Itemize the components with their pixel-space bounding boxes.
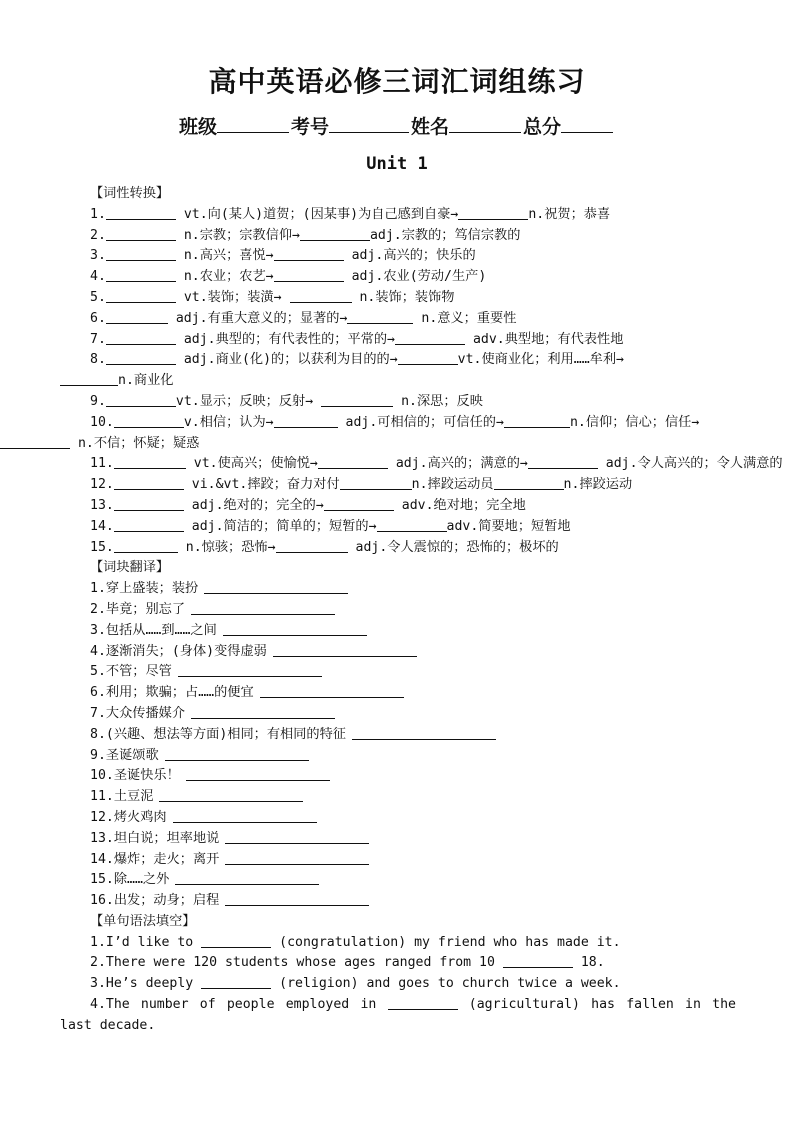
name-label: 姓名 bbox=[411, 116, 450, 138]
answer-blank[interactable] bbox=[114, 538, 178, 553]
answer-blank[interactable] bbox=[204, 579, 348, 594]
answer-blank[interactable] bbox=[114, 496, 184, 511]
phrase-item: 5.不管；尽管 bbox=[60, 662, 736, 683]
phrase-item: 6.利用；欺骗；占……的便宜 bbox=[60, 683, 736, 704]
answer-blank[interactable] bbox=[260, 683, 404, 698]
conversion-item: 15. n.惊骇；恐怖→ adj.令人震惊的；恐怖的；极坏的 bbox=[90, 539, 559, 555]
grammar-item: 2.There were 120 students whose ages ranged from 10 18. bbox=[90, 955, 605, 971]
answer-blank[interactable] bbox=[106, 246, 176, 261]
unit-heading: Unit 1 bbox=[366, 154, 428, 174]
answer-blank[interactable] bbox=[114, 413, 184, 428]
answer-blank[interactable] bbox=[225, 829, 369, 844]
answer-blank[interactable] bbox=[159, 787, 303, 802]
section-heading-grammar: 【单句语法填空】 bbox=[90, 913, 196, 929]
answer-blank[interactable] bbox=[276, 538, 348, 553]
answer-blank[interactable] bbox=[504, 413, 570, 428]
answer-blank[interactable] bbox=[223, 621, 367, 636]
answer-blank[interactable] bbox=[528, 454, 598, 469]
phrase-item: 2.毕竟；别忘了 bbox=[60, 600, 736, 621]
class-field[interactable] bbox=[217, 112, 289, 133]
phrase-item: 16.出发；动身；启程 bbox=[60, 891, 736, 912]
answer-blank[interactable] bbox=[201, 933, 271, 948]
grammar-item: 4.The number of people employed in (agricultural) has fallen in the last decade. bbox=[60, 997, 736, 1033]
answer-blank[interactable] bbox=[106, 350, 176, 365]
grammar-item: 3.He’s deeply (religion) and goes to church twice a week. bbox=[90, 976, 621, 992]
answer-blank[interactable] bbox=[114, 517, 184, 532]
answer-blank[interactable] bbox=[347, 309, 413, 324]
name-field[interactable] bbox=[449, 112, 521, 133]
conversion-item: 4. n.农业；农艺→ adj.农业(劳动/生产) bbox=[90, 269, 487, 285]
page-title: 高中英语必修三词汇词组练习 bbox=[208, 65, 586, 98]
conversion-item: 1. vt.向(某人)道贺；(因某事)为自己感到自豪→ n.祝贺；恭喜 bbox=[90, 206, 611, 222]
score-label: 总分 bbox=[523, 116, 562, 138]
conversion-item: 11. vt.使高兴；使愉悦→ adj.高兴的；满意的→ adj.令人高兴的；令人满意的 bbox=[90, 456, 783, 472]
exam-number-field[interactable] bbox=[329, 112, 409, 133]
answer-blank[interactable] bbox=[114, 475, 184, 490]
phrase-item: 1.穿上盛装；装扮 bbox=[60, 579, 736, 600]
answer-blank[interactable] bbox=[274, 267, 344, 282]
answer-blank[interactable] bbox=[106, 205, 176, 220]
answer-blank[interactable] bbox=[300, 226, 370, 241]
answer-blank[interactable] bbox=[321, 392, 393, 407]
answer-blank[interactable] bbox=[225, 850, 369, 865]
phrase-item: 15.除……之外 bbox=[60, 870, 736, 891]
answer-blank[interactable] bbox=[274, 413, 338, 428]
section-heading-phrases: 【词块翻译】 bbox=[90, 560, 170, 576]
answer-blank[interactable] bbox=[114, 454, 186, 469]
phrase-item: 3.包括从……到……之间 bbox=[60, 621, 736, 642]
answer-blank[interactable] bbox=[106, 267, 176, 282]
phrase-item: 10.圣诞快乐！ bbox=[60, 766, 736, 787]
conversion-item: 7. adj.典型的；有代表性的；平常的→ adv.典型地；有代表性地 bbox=[90, 331, 624, 347]
answer-blank[interactable] bbox=[106, 330, 176, 345]
conversion-item: 9. vt.显示；反映；反射→ n.深思；反映 bbox=[90, 393, 483, 409]
student-info-row bbox=[0, 112, 794, 139]
answer-blank[interactable] bbox=[274, 246, 344, 261]
answer-blank[interactable] bbox=[186, 766, 330, 781]
phrase-item: 8.(兴趣、想法等方面)相同；有相同的特征 bbox=[60, 725, 736, 746]
score-field[interactable] bbox=[561, 112, 613, 133]
answer-blank[interactable] bbox=[458, 205, 528, 220]
answer-blank[interactable] bbox=[173, 808, 317, 823]
phrase-item: 12.烤火鸡肉 bbox=[60, 808, 736, 829]
answer-blank[interactable] bbox=[60, 371, 118, 386]
phrase-item: 14.爆炸；走火；离开 bbox=[60, 850, 736, 871]
conversion-item: 5. vt.装饰；装潢→ n.装饰；装饰物 bbox=[90, 289, 455, 305]
phrase-item: 13.坦白说；坦率地说 bbox=[60, 829, 736, 850]
answer-blank[interactable] bbox=[106, 392, 176, 407]
conversion-item: 3. n.高兴；喜悦→ adj.高兴的；快乐的 bbox=[90, 248, 476, 264]
answer-blank[interactable] bbox=[201, 974, 271, 989]
phrase-item: 9.圣诞颂歌 bbox=[60, 746, 736, 767]
answer-blank[interactable] bbox=[0, 434, 70, 449]
answer-blank[interactable] bbox=[398, 350, 458, 365]
answer-blank[interactable] bbox=[178, 662, 322, 677]
conversion-item: 12. vi.&vt.摔跤；奋力对付 n.摔跤运动员 n.摔跤运动 bbox=[90, 477, 633, 493]
answer-blank[interactable] bbox=[318, 454, 388, 469]
answer-blank[interactable] bbox=[191, 600, 335, 615]
answer-blank[interactable] bbox=[175, 870, 319, 885]
answer-blank[interactable] bbox=[165, 746, 309, 761]
exam-number-label: 考号 bbox=[290, 116, 329, 138]
conversion-item: 6. adj.有重大意义的；显著的→ n.意义；重要性 bbox=[90, 310, 517, 326]
worksheet-content bbox=[60, 184, 783, 1037]
phrase-item: 11.土豆泥 bbox=[60, 787, 736, 808]
conversion-item-continued: n.商业化 bbox=[60, 371, 736, 392]
answer-blank[interactable] bbox=[106, 288, 176, 303]
grammar-item: 1.I’d like to (congratulation) my friend who has made it. bbox=[90, 934, 621, 950]
answer-blank[interactable] bbox=[273, 642, 417, 657]
phrase-item: 4.逐渐消失；(身体)变得虚弱 bbox=[60, 642, 736, 663]
answer-blank[interactable] bbox=[503, 953, 573, 968]
answer-blank[interactable] bbox=[340, 475, 412, 490]
answer-blank[interactable] bbox=[290, 288, 352, 303]
answer-blank[interactable] bbox=[377, 517, 447, 532]
conversion-item: 2. n.宗教；宗教信仰→ adj.宗教的；笃信宗教的 bbox=[90, 227, 521, 243]
answer-blank[interactable] bbox=[352, 725, 496, 740]
section-heading-conversion: 【词性转换】 bbox=[90, 186, 170, 201]
answer-blank[interactable] bbox=[106, 226, 176, 241]
conversion-item-continued: n.不信；怀疑；疑惑 bbox=[60, 434, 736, 455]
answer-blank[interactable] bbox=[225, 891, 369, 906]
answer-blank[interactable] bbox=[388, 995, 458, 1010]
answer-blank[interactable] bbox=[191, 704, 335, 719]
class-label: 班级 bbox=[178, 116, 217, 138]
conversion-item: 14. adj.简洁的；简单的；短暂的→ adv.简要地；短暂地 bbox=[90, 518, 571, 534]
answer-blank[interactable] bbox=[395, 330, 465, 345]
phrase-item: 7.大众传播媒介 bbox=[60, 704, 736, 725]
conversion-item: 13. adj.绝对的；完全的→ adv.绝对地；完全地 bbox=[90, 497, 526, 513]
answer-blank[interactable] bbox=[494, 475, 564, 490]
answer-blank[interactable] bbox=[106, 309, 168, 324]
answer-blank[interactable] bbox=[324, 496, 394, 511]
conversion-item: 10. v.相信；认为→ adj.可相信的；可信任的→ n.信仰；信心；信任→ bbox=[90, 414, 700, 430]
conversion-item: 8. adj.商业(化)的；以获利为目的的→ vt.使商业化；利用……牟利→ bbox=[90, 352, 624, 368]
